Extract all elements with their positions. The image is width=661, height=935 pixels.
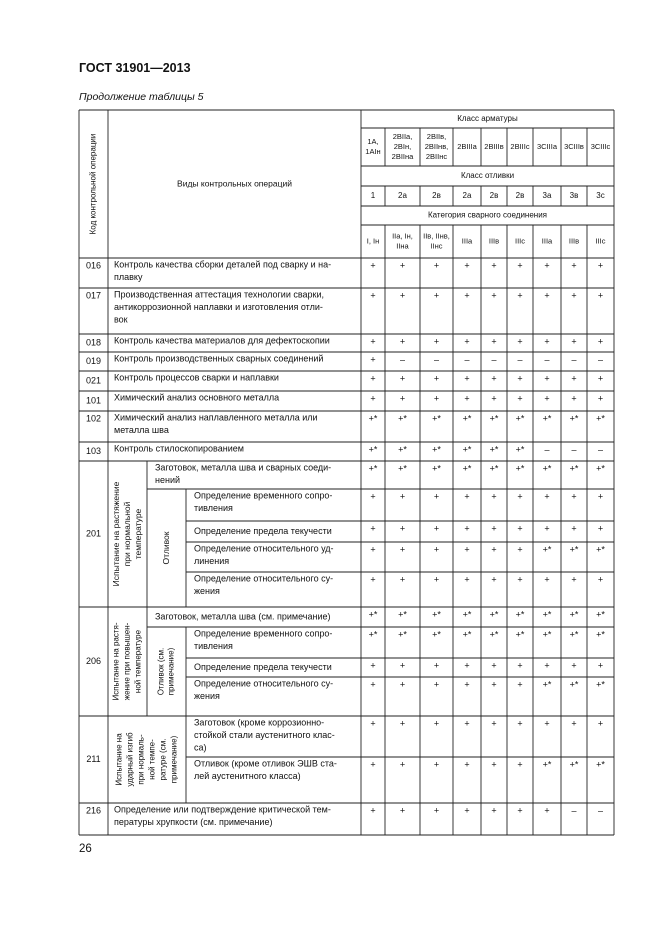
mark-cell: + <box>571 393 577 404</box>
mark-cell: + <box>464 260 470 271</box>
operation-text: Определение относительного уд- <box>194 543 334 554</box>
mark-cell: + <box>433 290 440 301</box>
mark-cell: + <box>571 660 577 671</box>
mark-cell: + <box>544 336 550 347</box>
group-sublabel: Отливок (см. <box>156 647 166 696</box>
mark-cell: +* <box>432 629 441 640</box>
operation-code: 211 <box>86 753 101 764</box>
mark-cell: + <box>433 718 440 729</box>
mark-cell: + <box>491 660 497 671</box>
mark-cell: + <box>370 660 376 671</box>
mark-cell: + <box>597 290 604 301</box>
operation-text: стойкой стали аустенитного клас- <box>194 729 335 740</box>
rebar-class-label: 2ВIIнс <box>425 151 448 161</box>
operation-text: линения <box>194 555 230 566</box>
mark-cell: +* <box>462 444 472 455</box>
mark-cell: + <box>571 336 577 347</box>
mark-cell: +* <box>515 463 525 474</box>
casting-class-label: 3с <box>596 191 605 201</box>
operation-text: тивления <box>194 502 233 513</box>
rebar-class-label: 1АIн <box>365 146 381 156</box>
mark-cell: +* <box>489 413 499 424</box>
group-vertical-label: Испытание на растя- <box>111 622 121 701</box>
casting-class-header: Класс отливки <box>460 171 515 181</box>
mark-cell: +* <box>368 444 378 455</box>
mark-cell: + <box>517 260 523 271</box>
mark-cell: + <box>464 574 470 585</box>
operation-text: Заготовок, металла шва (см. примечание) <box>155 611 331 622</box>
mark-cell: +* <box>542 679 552 690</box>
mark-cell: + <box>370 336 376 347</box>
mark-cell: + <box>399 805 406 816</box>
casting-class-label: 2а <box>462 191 472 201</box>
mark-cell: +* <box>398 444 407 455</box>
weld-category-label: IIIс <box>595 236 606 246</box>
mark-cell: +* <box>569 679 579 690</box>
group-sublabel: примечание) <box>166 647 176 696</box>
mark-cell: + <box>370 491 376 502</box>
mark-cell: +* <box>569 463 579 474</box>
operation-text: Отливок (кроме отливок ЭШВ ста- <box>194 758 337 769</box>
operation-text: са) <box>194 742 207 753</box>
mark-cell: + <box>491 759 497 770</box>
mark-cell: + <box>491 336 497 347</box>
mark-cell: + <box>464 544 470 555</box>
casting-class-label: 2а <box>398 191 407 201</box>
mark-cell: + <box>370 523 376 534</box>
mark-cell: + <box>399 260 406 271</box>
mark-cell: + <box>433 759 440 770</box>
mark-cell: + <box>571 290 577 301</box>
rebar-class-label: 1А, <box>367 136 379 146</box>
group-vertical-label: Испытание на растяжение <box>110 481 121 587</box>
weld-category-header: Категория сварного соединения <box>428 210 547 220</box>
operation-text: лей аустенитного класса) <box>194 770 301 781</box>
mark-cell: + <box>544 260 550 271</box>
mark-cell: + <box>370 544 376 555</box>
mark-cell: + <box>597 260 604 271</box>
operation-code: 017 <box>85 290 102 301</box>
mark-cell: +* <box>432 463 441 474</box>
mark-cell: +* <box>596 413 605 424</box>
code-column-header: Код контрольной операции <box>88 133 98 235</box>
operation-text: Определение предела текучести <box>194 661 332 672</box>
mark-cell: + <box>544 393 550 404</box>
operation-code: 018 <box>85 337 102 348</box>
operation-code: 016 <box>85 260 102 271</box>
operation-text: Определение предела текучести <box>194 525 332 536</box>
mark-cell: +* <box>596 759 605 770</box>
casting-class-label: 2в <box>515 191 525 201</box>
group-vertical-label: примечание) <box>169 735 179 784</box>
mark-cell: – <box>597 444 604 455</box>
mark-cell: + <box>597 718 604 729</box>
operation-code: 206 <box>85 655 102 666</box>
weld-category-label: IIнс <box>430 241 443 251</box>
mark-cell: + <box>433 805 440 816</box>
mark-cell: + <box>491 679 497 690</box>
mark-cell: +* <box>432 444 441 455</box>
group-vertical-label: Испытание на <box>114 733 124 786</box>
mark-cell: + <box>433 660 440 671</box>
mark-cell: + <box>544 805 550 816</box>
mark-cell: + <box>464 523 470 534</box>
group-vertical-label: при нормальной <box>121 501 132 567</box>
casting-class-label: 2в <box>489 191 499 201</box>
mark-cell: + <box>517 491 523 502</box>
mark-cell: + <box>517 805 523 816</box>
operation-text: жения <box>194 690 220 701</box>
operation-text: Химический анализ наплавленного металла или <box>114 412 318 423</box>
mark-cell: + <box>517 393 523 404</box>
mark-cell: + <box>517 544 523 555</box>
operation-text: Определение относительного су- <box>194 573 334 584</box>
operation-text: вок <box>114 314 128 325</box>
mark-cell: + <box>433 393 440 404</box>
mark-cell: + <box>370 373 376 384</box>
mark-cell: + <box>597 373 604 384</box>
mark-cell: +* <box>569 544 579 555</box>
mark-cell: +* <box>462 609 472 620</box>
mark-cell: + <box>517 523 523 534</box>
mark-cell: + <box>464 290 470 301</box>
mark-cell: – <box>571 354 577 365</box>
operation-text: антикоррозионной наплавки и изготовления отли- <box>114 301 323 312</box>
operations-column-header: Виды контрольных операций <box>177 178 292 189</box>
operation-text: Контроль качества сборки деталей под сварку и на- <box>114 259 332 270</box>
mark-cell: + <box>433 260 440 271</box>
operation-text: Контроль производственных сварных соединений <box>114 353 324 364</box>
mark-cell: – <box>464 354 470 365</box>
mark-cell: + <box>370 290 376 301</box>
rebar-class-label: 2ВIIIс <box>510 141 530 151</box>
mark-cell: + <box>571 718 577 729</box>
mark-cell: + <box>491 805 497 816</box>
mark-cell: – <box>517 354 523 365</box>
mark-cell: + <box>399 759 406 770</box>
mark-cell: + <box>491 260 497 271</box>
mark-cell: + <box>370 805 376 816</box>
operation-code: 101 <box>85 395 102 406</box>
rebar-class-label: 3СIIIа <box>536 141 558 151</box>
mark-cell: +* <box>596 544 605 555</box>
mark-cell: + <box>544 523 550 534</box>
mark-cell: +* <box>462 413 472 424</box>
weld-category-label: IIIа <box>541 236 553 246</box>
rebar-class-label: 2ВIIна <box>391 151 414 161</box>
mark-cell: +* <box>515 629 525 640</box>
rebar-class-label: 3СIIIв <box>564 141 584 151</box>
operation-text: металла шва <box>114 424 169 435</box>
mark-cell: + <box>544 373 550 384</box>
casting-class-label: 1 <box>370 191 376 201</box>
mark-cell: +* <box>489 444 499 455</box>
group-vertical-label: температуре <box>132 508 143 560</box>
weld-category-label: IIа, Iн, <box>392 231 413 241</box>
group-vertical-label: жение при повышен- <box>122 622 132 701</box>
mark-cell: + <box>433 491 440 502</box>
weld-category-label: IIIс <box>514 236 526 246</box>
casting-class-label: 3в <box>569 191 579 201</box>
rebar-class-label: 2ВIн, <box>393 141 412 151</box>
operation-text: Заготовок, металла шва и сварных соеди- <box>155 462 332 473</box>
operation-text: Определение временного сопро- <box>194 628 333 639</box>
mark-cell: + <box>399 290 406 301</box>
mark-cell: + <box>370 759 376 770</box>
mark-cell: + <box>491 491 497 502</box>
mark-cell: – <box>597 805 604 816</box>
mark-cell: +* <box>542 544 552 555</box>
mark-cell: + <box>433 336 440 347</box>
rebar-class-label: 2ВIIв, <box>426 131 447 141</box>
mark-cell: +* <box>542 759 552 770</box>
table-continuation-caption: Продолжение таблицы 5 <box>79 91 204 103</box>
mark-cell: +* <box>462 463 472 474</box>
mark-cell: – <box>544 354 550 365</box>
mark-cell: + <box>571 523 577 534</box>
mark-cell: + <box>464 679 470 690</box>
casting-class-label: 3а <box>542 191 552 201</box>
mark-cell: + <box>597 491 604 502</box>
mark-cell: +* <box>368 413 378 424</box>
mark-cell: + <box>399 718 406 729</box>
mark-cell: – <box>491 354 497 365</box>
operation-text: Определение относительного су- <box>194 678 334 689</box>
mark-cell: + <box>571 373 577 384</box>
mark-cell: – <box>399 354 406 365</box>
mark-cell: +* <box>489 609 499 620</box>
mark-cell: + <box>544 718 550 729</box>
weld-category-label: IIна <box>396 241 409 251</box>
mark-cell: + <box>491 574 497 585</box>
document-title: ГОСТ 31901—2013 <box>79 61 191 75</box>
mark-cell: + <box>399 523 406 534</box>
mark-cell: + <box>464 491 470 502</box>
mark-cell: + <box>370 260 376 271</box>
mark-cell: – <box>544 444 550 455</box>
operation-text: Производственная аттестация технологии сварки, <box>114 289 324 300</box>
group-vertical-label: ной температуре <box>133 629 143 694</box>
operation-code: 201 <box>85 528 102 539</box>
operation-text: Определение временного сопро- <box>194 490 333 501</box>
mark-cell: + <box>370 354 376 365</box>
mark-cell: + <box>517 759 523 770</box>
weld-category-label: IIIв <box>488 236 500 246</box>
mark-cell: + <box>597 660 604 671</box>
weld-category-label: IIв, IIнв, <box>423 231 450 241</box>
operation-text: нений <box>155 474 181 485</box>
rebar-class-label: 2ВIIа, <box>392 131 413 141</box>
mark-cell: + <box>571 491 577 502</box>
mark-cell: + <box>370 718 376 729</box>
mark-cell: + <box>544 660 550 671</box>
mark-cell: – <box>571 805 577 816</box>
operation-text: Контроль процессов сварки и наплавки <box>114 372 279 383</box>
page-number: 26 <box>79 843 92 855</box>
mark-cell: +* <box>542 629 552 640</box>
mark-cell: + <box>571 574 577 585</box>
operation-code: 102 <box>85 413 102 424</box>
mark-cell: +* <box>368 463 378 474</box>
weld-category-label: IIIа <box>461 236 473 246</box>
mark-cell: + <box>399 373 406 384</box>
mark-cell: +* <box>569 609 579 620</box>
mark-cell: +* <box>596 629 605 640</box>
mark-cell: + <box>491 290 497 301</box>
mark-cell: +* <box>542 463 552 474</box>
mark-cell: + <box>491 718 497 729</box>
mark-cell: + <box>571 260 577 271</box>
mark-cell: – <box>571 444 577 455</box>
group-vertical-label: ратуре (см. <box>158 738 168 781</box>
mark-cell: + <box>399 544 406 555</box>
group-sublabel: Отливок <box>160 531 171 565</box>
group-vertical-label: ударный изгиб <box>125 732 135 787</box>
mark-cell: + <box>433 544 440 555</box>
mark-cell: +* <box>596 463 605 474</box>
rebar-class-label: 2ВIIIа <box>457 141 477 151</box>
mark-cell: + <box>399 660 406 671</box>
rebar-class-label: 2ВIIIв <box>484 141 504 151</box>
mark-cell: +* <box>462 629 472 640</box>
mark-cell: + <box>491 544 497 555</box>
operation-text: плавку <box>114 271 143 282</box>
mark-cell: +* <box>515 609 525 620</box>
mark-cell: + <box>433 373 440 384</box>
operation-text: Заготовок (кроме коррозионно- <box>194 717 325 728</box>
mark-cell: + <box>370 679 376 690</box>
mark-cell: + <box>544 574 550 585</box>
group-vertical-label: ной темпе- <box>147 739 157 780</box>
mark-cell: – <box>597 354 604 365</box>
mark-cell: + <box>597 336 604 347</box>
mark-cell: +* <box>398 413 407 424</box>
mark-cell: + <box>597 523 604 534</box>
mark-cell: + <box>370 574 376 585</box>
rebar-class-label: 2ВIIнв, <box>424 141 449 151</box>
mark-cell: +* <box>489 463 499 474</box>
mark-cell: + <box>597 393 604 404</box>
mark-cell: +* <box>432 609 441 620</box>
weld-category-label: IIIв <box>568 236 580 246</box>
mark-cell: + <box>399 491 406 502</box>
mark-cell: + <box>517 574 523 585</box>
rebar-class-header: Класс арматуры <box>457 114 518 124</box>
mark-cell: + <box>399 574 406 585</box>
operation-code: 019 <box>85 355 102 366</box>
operation-code: 216 <box>85 805 102 816</box>
mark-cell: + <box>517 290 523 301</box>
mark-cell: + <box>517 336 523 347</box>
mark-cell: + <box>464 336 470 347</box>
mark-cell: + <box>399 393 406 404</box>
operation-code: 021 <box>85 375 102 386</box>
mark-cell: + <box>464 718 470 729</box>
mark-cell: +* <box>398 609 407 620</box>
mark-cell: +* <box>596 679 605 690</box>
mark-cell: + <box>433 523 440 534</box>
mark-cell: +* <box>515 444 525 455</box>
mark-cell: + <box>464 660 470 671</box>
mark-cell: + <box>491 523 497 534</box>
mark-cell: +* <box>432 413 441 424</box>
mark-cell: +* <box>368 629 378 640</box>
operation-text: Контроль качества материалов для дефектоскопии <box>114 335 330 346</box>
mark-cell: + <box>544 491 550 502</box>
mark-cell: + <box>464 393 470 404</box>
weld-category-label: I, Iн <box>366 236 380 246</box>
mark-cell: + <box>433 574 440 585</box>
mark-cell: +* <box>569 759 579 770</box>
mark-cell: + <box>370 393 376 404</box>
mark-cell: +* <box>569 629 579 640</box>
operation-text: Определение или подтверждение критической тем- <box>114 804 331 815</box>
mark-cell: +* <box>489 629 499 640</box>
rebar-class-label: 3СIIIс <box>590 141 611 151</box>
operation-text: Химический анализ основного металла <box>114 392 280 403</box>
operation-text: жения <box>194 585 220 596</box>
mark-cell: + <box>399 679 406 690</box>
mark-cell: + <box>517 679 523 690</box>
mark-cell: + <box>491 373 497 384</box>
mark-cell: + <box>517 373 523 384</box>
operation-text: тивления <box>194 640 233 651</box>
operation-text: пературы хрупкости (см. примечание) <box>114 816 273 827</box>
mark-cell: – <box>433 354 440 365</box>
mark-cell: +* <box>398 629 407 640</box>
mark-cell: + <box>491 393 497 404</box>
casting-class-label: 2в <box>432 191 441 201</box>
mark-cell: +* <box>398 463 407 474</box>
mark-cell: +* <box>542 609 552 620</box>
mark-cell: + <box>517 718 523 729</box>
mark-cell: + <box>433 679 440 690</box>
mark-cell: +* <box>515 413 525 424</box>
mark-cell: + <box>544 290 550 301</box>
mark-cell: + <box>597 574 604 585</box>
mark-cell: + <box>464 805 470 816</box>
operation-text: Контроль стилоскопированием <box>114 443 244 454</box>
mark-cell: +* <box>368 609 378 620</box>
mark-cell: + <box>517 660 523 671</box>
mark-cell: +* <box>542 413 552 424</box>
mark-cell: + <box>464 373 470 384</box>
mark-cell: +* <box>569 413 579 424</box>
mark-cell: + <box>399 336 406 347</box>
mark-cell: + <box>464 759 470 770</box>
mark-cell: +* <box>596 609 605 620</box>
operation-code: 103 <box>85 445 102 456</box>
group-vertical-label: при нормаль- <box>136 734 146 785</box>
